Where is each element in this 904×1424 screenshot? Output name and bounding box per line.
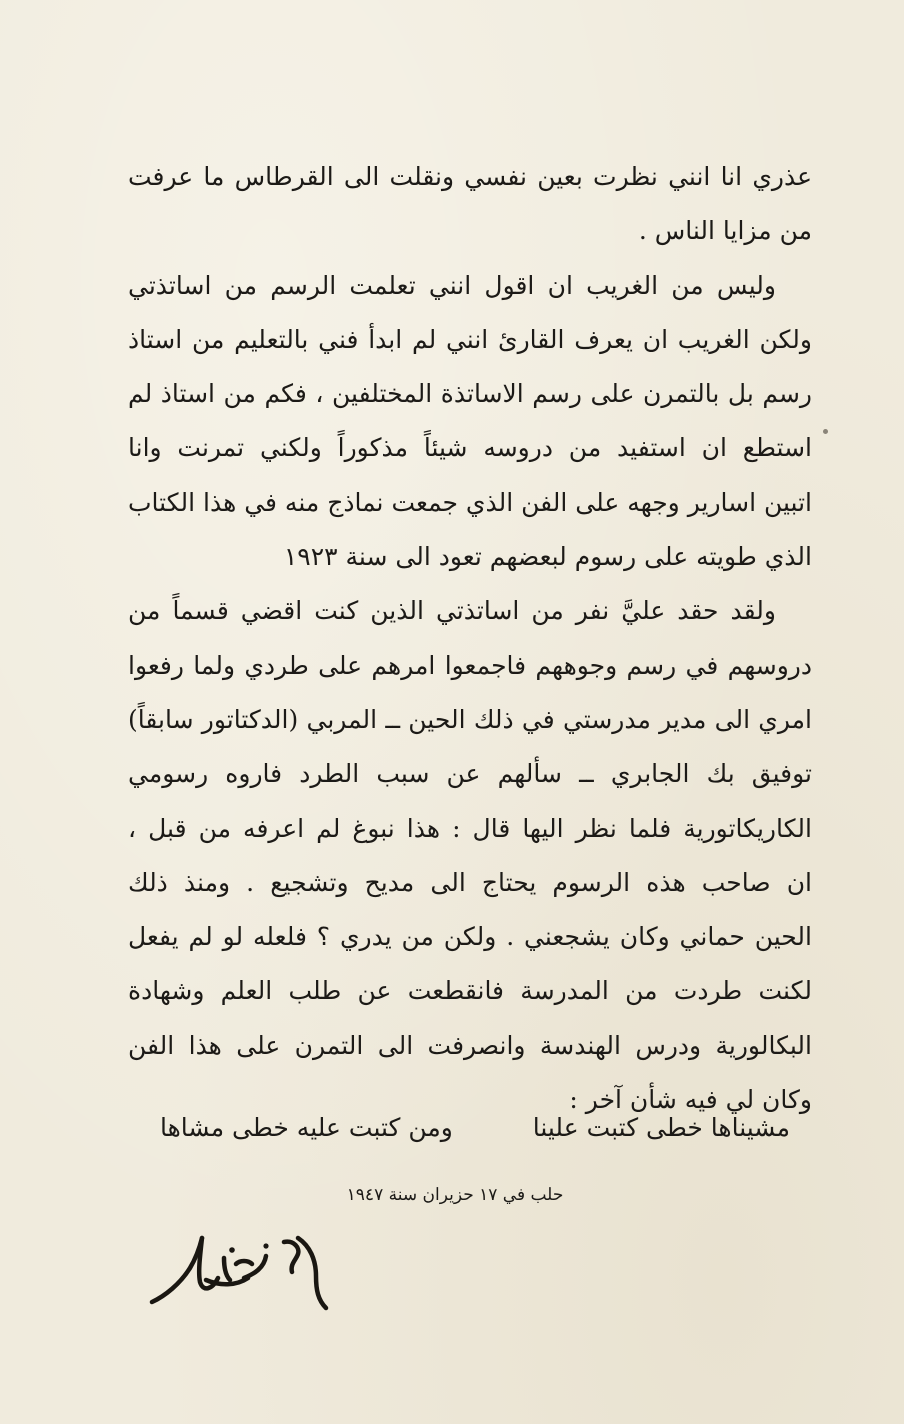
text-line: ان صاحب هذه الرسوم يحتاج الى مديح وتشجيع . ومنذ ذلك <box>128 867 812 897</box>
text-line: الكاريكاتورية فلما نظر اليها قال : هذا نبوغ لم اعرفه من قبل ، <box>128 813 812 843</box>
text-line: لكنت طردت من المدرسة فانقطعت عن طلب العلم وشهادة <box>128 976 812 1006</box>
text-line: استطع ان استفيد من دروسه شيئاً مذكوراً ولكني تمرنت وانا <box>128 433 812 463</box>
margin-mark <box>823 429 828 434</box>
text-line: الحين حماني وكان يشجعني . ولكن من يدري ؟ فلعله لو لم يفعل <box>128 922 812 952</box>
text-line: اتبين اسارير وجهه على الفن الذي جمعت نماذج منه في هذا الكتاب <box>127 487 812 517</box>
text-line: امري الى مدير مدرستي في ذلك الحين ــ المربي (الدكتاتور سابقاً) <box>128 704 812 734</box>
text-line: البكالورية ودرس الهندسة وانصرفت الى التمرن على هذا الفن <box>128 1030 812 1060</box>
dateline: حلب في ١٧ حزيران سنة ١٩٤٧ <box>346 1185 564 1205</box>
text-line: وكان لي فيه شأن آخر : <box>569 1085 812 1115</box>
text-line: عذري انا انني نظرت بعين نفسي ونقلت الى القرطاس ما عرفت <box>128 162 812 191</box>
text-line: توفيق بك الجابري ــ سألهم عن سبب الطرد فاروه رسومي <box>128 759 812 789</box>
verse-first-hemistich: مشيناها خطى كتبت علينا <box>532 1113 790 1142</box>
text-line: الذي طويته على رسوم لبعضهم تعود الى سنة ١٩٢٣ <box>283 542 812 572</box>
paragraph-2 <box>128 259 812 585</box>
body-text <box>128 150 812 1127</box>
handwritten-signature <box>140 1220 350 1330</box>
text-line: دروسهم في رسم وجوههم فاجمعوا امرهم على طردي ولما رفعوا <box>128 650 812 680</box>
verse-second-hemistich: ومن كتبت عليه خطى مشاها <box>160 1113 453 1142</box>
text-line: ولكن الغريب ان يعرف القارئ انني لم ابدأ فني بالتعليم من استاذ <box>128 324 812 354</box>
poetry-verse <box>160 1108 790 1148</box>
text-line: ولقد حقد عليَّ نفر من اساتذتي الذين كنت اقضي قسماً من <box>128 596 776 626</box>
text-line: رسم بل بالتمرن على رسم الاساتذة المختلفين ، فكم من استاذ لم <box>128 379 812 409</box>
paragraph-3 <box>128 584 812 1127</box>
text-line: من مزايا الناس . <box>638 216 812 246</box>
text-line: وليس من الغريب ان اقول انني تعلمت الرسم من اساتذتي <box>128 270 776 300</box>
paragraph-1 <box>128 150 812 259</box>
